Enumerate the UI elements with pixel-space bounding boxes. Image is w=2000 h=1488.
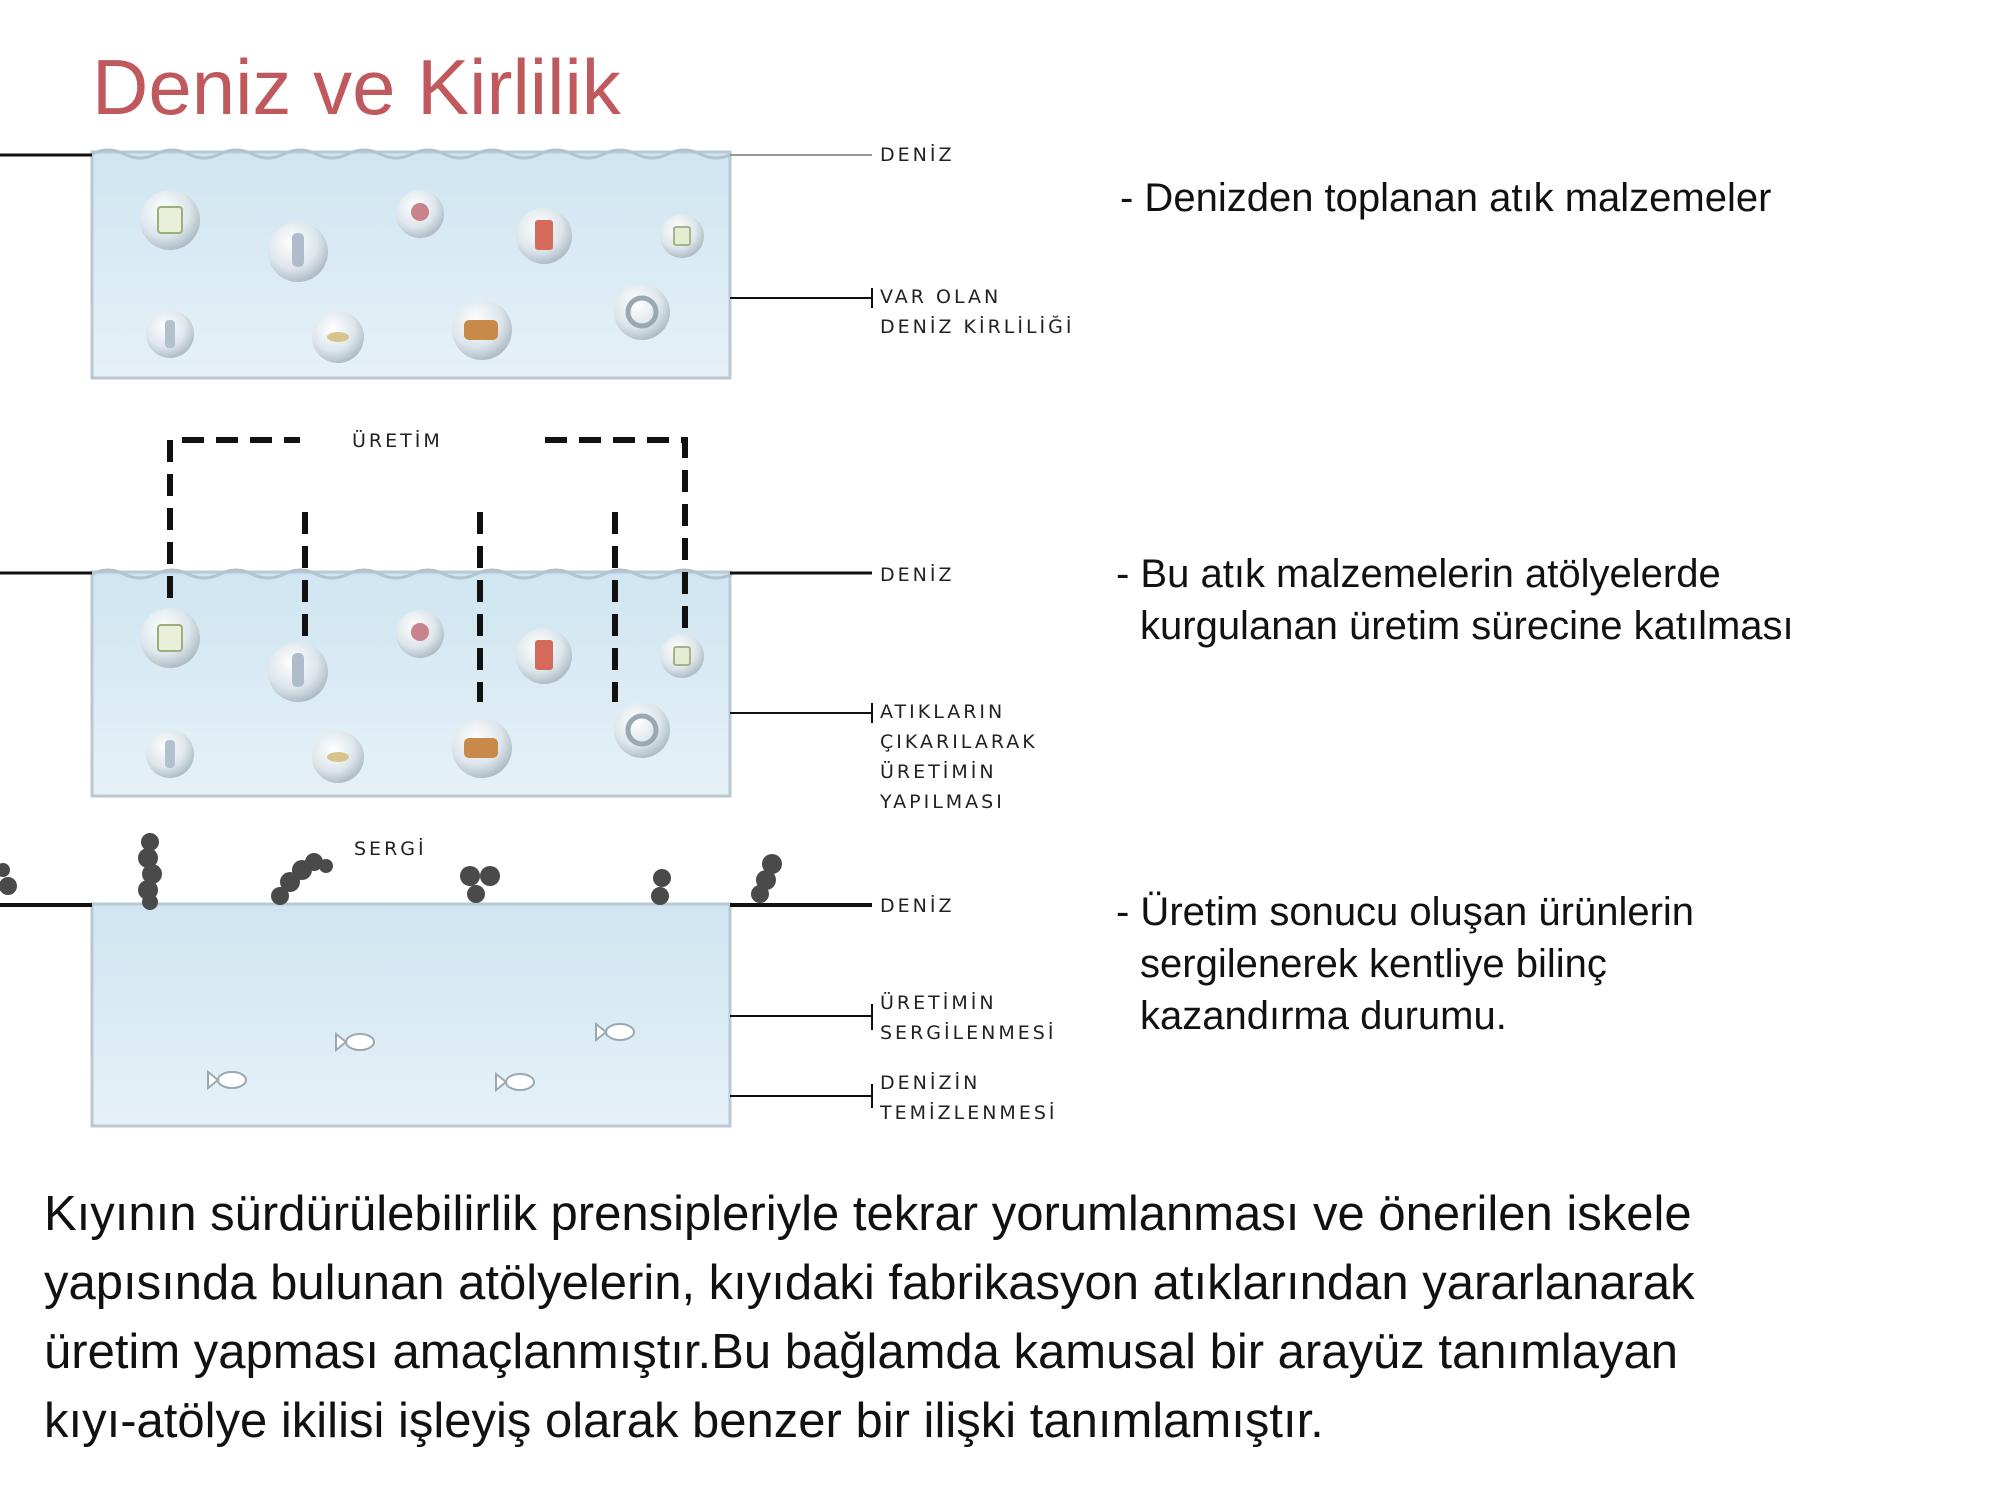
page-title: Deniz ve Kirlilik — [92, 43, 621, 131]
bottle-icon — [146, 730, 194, 778]
label-sea-3: DENİZ — [880, 895, 955, 917]
tire-icon — [614, 284, 670, 340]
fish-icon — [452, 718, 512, 778]
bag-icon — [140, 190, 200, 250]
product-stack-icon — [138, 833, 162, 910]
bag-icon — [140, 608, 200, 668]
can-icon — [396, 190, 444, 238]
panel-2-production — [0, 440, 872, 796]
description-1: - Denizden toplanan atık malzemeler — [1120, 176, 1772, 220]
product-stack-icon — [271, 853, 333, 905]
label-sea-2: DENİZ — [880, 564, 955, 586]
label-production: ÜRETİM — [352, 430, 443, 452]
label-extract: ATIKLARIN ÇIKARILARAK ÜRETİMİN YAPILMASI — [880, 701, 1038, 813]
label-clean: DENİZİN TEMİZLENMESİ — [880, 1072, 1058, 1124]
bottle-icon — [146, 310, 194, 358]
panel-1-existing-pollution — [0, 150, 872, 378]
fish-icon — [312, 311, 364, 363]
bag-icon — [660, 214, 704, 258]
fish-icon — [452, 300, 512, 360]
label-exhibition: SERGİ — [354, 838, 427, 860]
description-3: - Üretim sonucu oluşan ürünlerin sergilenerek kentliye bilinç kazandırma durumu. — [1116, 890, 1695, 1038]
bag-icon — [660, 634, 704, 678]
tire-icon — [614, 702, 670, 758]
can-icon — [516, 628, 572, 684]
can-icon — [516, 208, 572, 264]
fish-icon — [312, 731, 364, 783]
product-stack-icon — [460, 866, 500, 903]
label-pollution: VAR OLAN DENİZ KİRLİLİĞİ — [880, 286, 1075, 338]
label-sea-1: DENİZ — [880, 144, 955, 166]
summary-paragraph: Kıyının sürdürülebilirlik prensipleriyle tekrar yorumlanması ve önerilen iskele yapısında bulunan atölyelerin, kıyıdaki fabrikasyon atıklarından yararlanarak üretim yapması amaçlanmıştır.Bu bağlamda kamusal bir arayüz tanımlayan kıyı-atölye ikilisi işleyiş olarak benzer bir ilişki tanımlamıştır. — [44, 1187, 1695, 1448]
product-stack-icon — [651, 869, 671, 905]
panel-3-exhibition — [0, 833, 872, 1126]
product-stack-icon — [0, 863, 17, 895]
sea-basin-3 — [92, 904, 730, 1126]
can-icon — [396, 610, 444, 658]
bottle-icon — [268, 222, 328, 282]
bottle-icon — [268, 642, 328, 702]
description-2: - Bu atık malzemelerin atölyelerde kurgulanan üretim sürecine katılması — [1116, 552, 1794, 648]
label-exhibit: ÜRETİMİN SERGİLENMESİ — [880, 992, 1057, 1044]
product-stack-icon — [751, 854, 782, 903]
